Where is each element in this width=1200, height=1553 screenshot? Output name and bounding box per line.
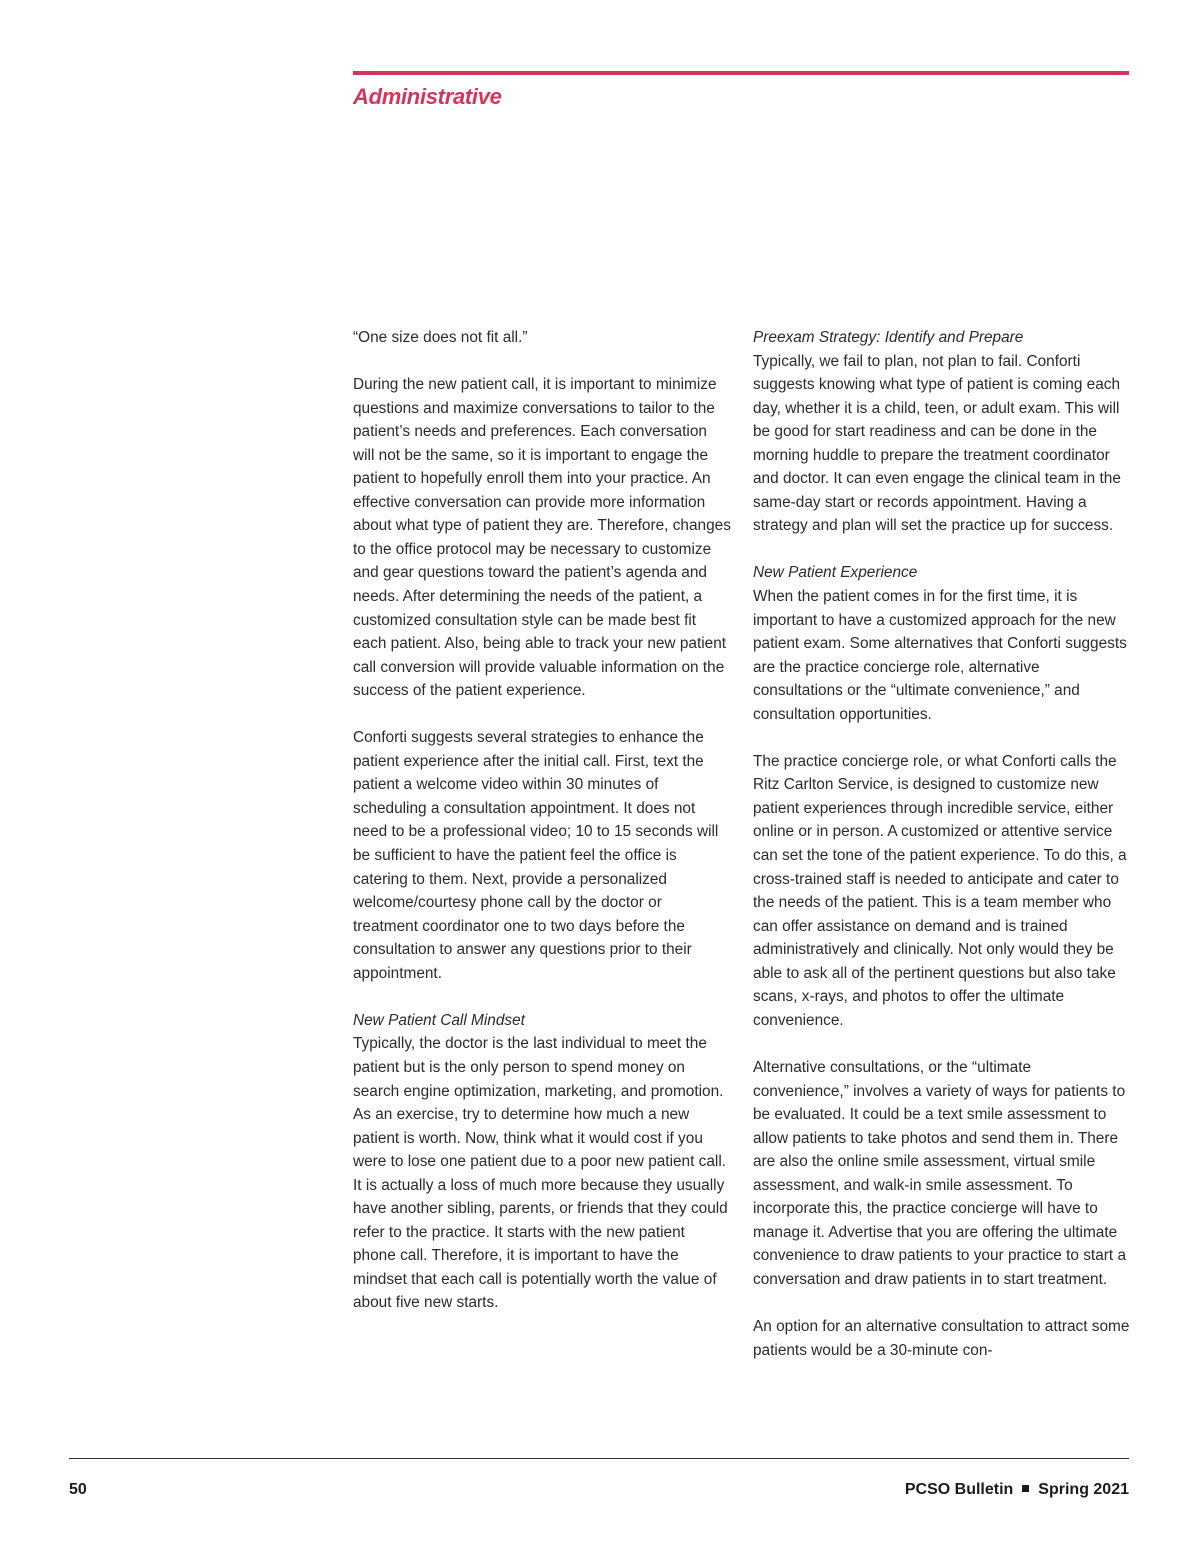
body-paragraph: An option for an alternative consultation to attract some patients would be a 30-minute con- bbox=[753, 1317, 1130, 1359]
body-paragraph: Typically, we fail to plan, not plan to fail. Conforti suggests knowing what type of patient is coming each day, whether it is a child, teen, or adult exam. This will be good for start readiness and can be done in the morning huddle to prepare the treatment coordinator and doctor. It can even engage the clinical team in the same-day start or records appointment. Having a strategy and plan will set the practice up for success. bbox=[753, 352, 1121, 535]
pull-quote-paragraph: “One size does not fit all.” bbox=[353, 329, 528, 346]
body-paragraph: When the patient comes in for the first time, it is important to have a customized approach for the new patient exam. Some alternatives that Conforti suggests are the practice concierge role, alternative consultations or the “ultimate convenience,” and consultation opportunities. bbox=[753, 588, 1127, 723]
subheading-new-patient-experience: New Patient Experience bbox=[753, 564, 918, 582]
left-column bbox=[353, 326, 731, 1339]
square-bullet-icon bbox=[1022, 1485, 1029, 1492]
footer-rule bbox=[69, 1458, 1129, 1459]
header-rule bbox=[353, 71, 1129, 75]
subheading-preexam-strategy: Preexam Strategy: Identify and Prepare bbox=[753, 329, 1024, 346]
publication-name: PCSO Bulletin bbox=[904, 1481, 1014, 1498]
page-number: 50 bbox=[69, 1481, 87, 1498]
issue-date: Spring 2021 bbox=[1038, 1481, 1129, 1498]
subheading-call-mindset: New Patient Call Mindset bbox=[353, 1011, 525, 1029]
body-paragraph: Typically, the doctor is the last individual to meet the patient but is the only person to spend money on search engine optimization, marketing, and promotion. As an exercise, try to determine how much a new patient is worth. Now, think what it would cost if you were to lose one patient due to a poor new patient call. It is actually a loss of much more because they usually have another sibling, parents, or friends that they could refer to the practice. It starts with the new patient phone call. Therefore, it is important to have the mindset that each call is potentially worth the value of about five new starts. bbox=[353, 1035, 728, 1312]
body-paragraph: Alternative consultations, or the “ultimate convenience,” involves a variety of ways for patients to be evaluated. It could be a text smile assessment to allow patients to take photos and send them in. There are also the online smile assessment, virtual smile assessment, and walk-in smile assessment. To incorporate this, the practice concierge will have to manage it. Advertise that you are offering the ultimate convenience to draw patients to your practice to start a conversation and draw patients in to start treatment. bbox=[753, 1058, 1126, 1288]
right-column bbox=[753, 326, 1131, 1386]
body-paragraph: During the new patient call, it is important to minimize questions and maximize conversations to tailor to the patient’s needs and preferences. Each conversation will not be the same, so it is important to engage the patient to hopefully enroll them into your practice. An effective conversation can provide more information about what type of patient they are. Therefore, changes to the office protocol may be necessary to customize and gear questions toward the patient’s agenda and needs. After determining the needs of the patient, a customized consultation style can be made best fit each patient. Also, being able to track your new patient call conversion will provide valuable information on the success of the patient experience. bbox=[353, 376, 731, 700]
section-title: Administrative bbox=[353, 84, 502, 109]
body-paragraph: Conforti suggests several strategies to enhance the patient experience after the initial call. First, text the patient a welcome video within 30 minutes of scheduling a consultation appointment. It does not need to be a professional video; 10 to 15 seconds will be sufficient to have the patient feel the office is catering to them. Next, provide a personalized welcome/courtesy phone call by the doctor or treatment coordinator one to two days before the consultation to answer any questions prior to their appointment. bbox=[353, 729, 719, 982]
footer-publication-info bbox=[905, 1481, 1129, 1499]
body-paragraph: The practice concierge role, or what Conforti calls the Ritz Carlton Service, is designed to customize new patient experiences through incredible service, either online or in person. A customized or attentive service can set the tone of the patient experience. To do this, a cross-trained staff is needed to anticipate and cater to the needs of the patient. This is a team member who can offer assistance on demand and is trained administratively and clinically. Not only would they be able to ask all of the pertinent questions but also take scans, x-rays, and photos to offer the ultimate convenience. bbox=[753, 752, 1127, 1029]
